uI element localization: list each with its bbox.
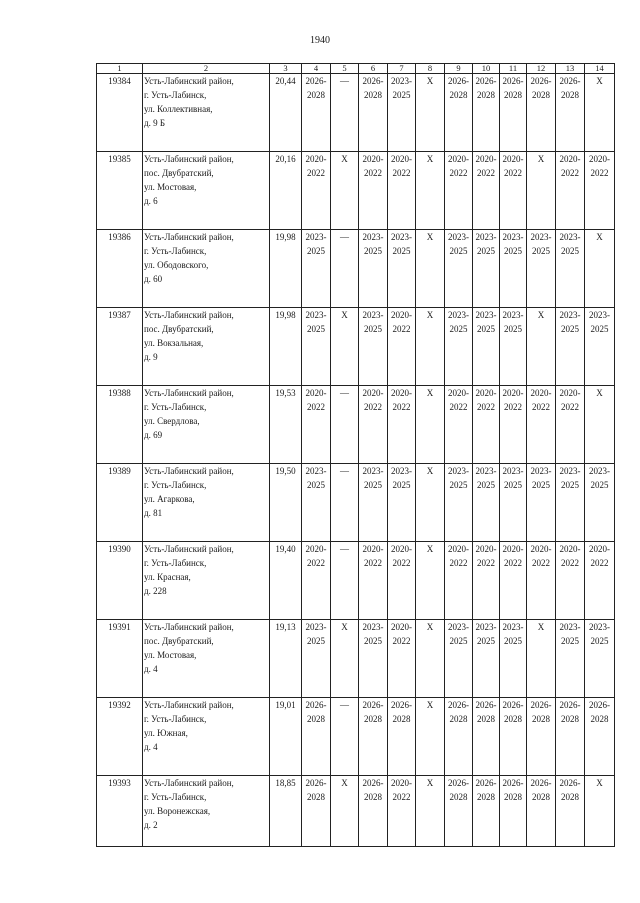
period-text: 2023- 2025 <box>305 232 327 256</box>
period-cell <box>500 308 527 386</box>
record-number: 19390 <box>97 542 143 620</box>
not-applicable-mark: Х <box>527 620 556 698</box>
period-cell <box>302 152 331 230</box>
period-cell <box>500 152 527 230</box>
period-text: 2023- 2025 <box>589 466 610 490</box>
address-line: Усть-Лабинский район, <box>144 778 234 788</box>
period-cell <box>556 776 585 847</box>
address-line: Усть-Лабинский район, <box>144 466 234 476</box>
address-line: д. 9 <box>144 352 158 362</box>
period-text: 2023- 2025 <box>502 622 524 646</box>
period-text: 2023- 2025 <box>448 466 469 490</box>
period-text: 2020- 2022 <box>475 544 497 568</box>
not-applicable-mark: Х <box>527 308 556 386</box>
period-text: 2026- 2028 <box>362 778 384 802</box>
period-text: 2026- 2028 <box>391 700 412 724</box>
table-row <box>97 74 615 152</box>
address-line: д. 81 <box>144 508 163 518</box>
address-line: г. Усть-Лабинск, <box>144 480 207 490</box>
area-value: 18,85 <box>270 776 302 847</box>
column-number-13: 13 <box>556 64 585 74</box>
period-text: 2020- 2022 <box>502 544 524 568</box>
period-cell <box>556 230 585 308</box>
period-text: 2026- 2028 <box>530 76 552 100</box>
period-text: 2020- 2022 <box>391 310 412 334</box>
period-cell <box>500 230 527 308</box>
period-text: 2023- 2025 <box>391 76 412 100</box>
address-line: ул. Вокзальная, <box>144 338 204 348</box>
record-number: 19387 <box>97 308 143 386</box>
address-cell <box>143 308 270 386</box>
not-applicable-mark: Х <box>331 620 359 698</box>
period-cell <box>473 698 500 776</box>
period-cell <box>473 776 500 847</box>
address-line: ул. Агаркова, <box>144 494 195 504</box>
not-applicable-mark: Х <box>416 74 445 152</box>
period-cell <box>585 464 615 542</box>
period-cell <box>500 776 527 847</box>
period-text: 2020- 2022 <box>391 154 412 178</box>
period-cell <box>302 620 331 698</box>
address-line: ул. Мостовая, <box>144 182 197 192</box>
address-line: Усть-Лабинский район, <box>144 232 234 242</box>
address-line: Усть-Лабинский район, <box>144 76 234 86</box>
period-cell <box>473 464 500 542</box>
period-text: 2026- 2028 <box>362 700 384 724</box>
period-text: 2023- 2025 <box>362 232 384 256</box>
period-text: 2026- 2028 <box>502 778 524 802</box>
period-text: 2023- 2025 <box>305 466 327 490</box>
address-cell <box>143 230 270 308</box>
table-row <box>97 464 615 542</box>
period-cell <box>556 386 585 464</box>
area-value: 19,53 <box>270 386 302 464</box>
column-number-2: 2 <box>143 64 270 74</box>
period-text: 2020- 2022 <box>391 388 412 412</box>
period-cell <box>302 698 331 776</box>
period-text: 2020- 2022 <box>475 388 497 412</box>
period-text: 2023- 2025 <box>362 466 384 490</box>
period-text: 2020- 2022 <box>502 388 524 412</box>
area-value: 19,98 <box>270 230 302 308</box>
period-cell <box>388 464 416 542</box>
column-number-1: 1 <box>97 64 143 74</box>
address-cell <box>143 698 270 776</box>
address-line: д. 4 <box>144 664 158 674</box>
period-text: 2023- 2025 <box>475 622 497 646</box>
period-cell <box>445 698 473 776</box>
record-number: 19389 <box>97 464 143 542</box>
column-number-5: 5 <box>331 64 359 74</box>
period-cell <box>585 152 615 230</box>
period-text: 2020- 2022 <box>391 622 412 646</box>
period-text: 2023- 2025 <box>559 466 581 490</box>
record-number: 19392 <box>97 698 143 776</box>
period-cell <box>527 230 556 308</box>
period-cell <box>388 542 416 620</box>
period-cell <box>445 74 473 152</box>
column-number-8: 8 <box>416 64 445 74</box>
not-applicable-mark: Х <box>416 308 445 386</box>
period-text: 2020- 2022 <box>362 544 384 568</box>
not-applicable-mark: Х <box>416 230 445 308</box>
period-text: 2020- 2022 <box>589 154 610 178</box>
record-number: 19391 <box>97 620 143 698</box>
not-applicable-mark: Х <box>527 152 556 230</box>
record-number: 19393 <box>97 776 143 847</box>
period-cell <box>359 620 388 698</box>
table-row <box>97 542 615 620</box>
period-cell <box>445 776 473 847</box>
table-row <box>97 698 615 776</box>
table-row <box>97 152 615 230</box>
address-line: ул. Свердлова, <box>144 416 200 426</box>
period-text: 2026- 2028 <box>559 700 581 724</box>
period-text: 2023- 2025 <box>530 466 552 490</box>
period-text: 2026- 2028 <box>502 76 524 100</box>
area-value: 19,01 <box>270 698 302 776</box>
column-number-9: 9 <box>445 64 473 74</box>
period-cell <box>359 776 388 847</box>
address-line: г. Усть-Лабинск, <box>144 792 207 802</box>
address-line: пос. Двубратский, <box>144 168 214 178</box>
period-text: 2023- 2025 <box>589 622 610 646</box>
not-applicable-mark: Х <box>585 74 615 152</box>
period-cell <box>445 464 473 542</box>
period-cell <box>388 230 416 308</box>
address-line: пос. Двубратский, <box>144 636 214 646</box>
column-number-14: 14 <box>585 64 615 74</box>
period-cell <box>500 542 527 620</box>
address-line: Усть-Лабинский район, <box>144 622 234 632</box>
period-text: 2020- 2022 <box>305 388 327 412</box>
period-cell <box>302 74 331 152</box>
period-cell <box>302 308 331 386</box>
not-applicable-mark: Х <box>416 464 445 542</box>
address-line: Усть-Лабинский район, <box>144 310 234 320</box>
period-cell <box>302 230 331 308</box>
period-text: 2020- 2022 <box>448 388 469 412</box>
address-line: г. Усть-Лабинск, <box>144 558 207 568</box>
period-text: 2023- 2025 <box>502 466 524 490</box>
table-body <box>97 64 615 847</box>
area-value: 19,40 <box>270 542 302 620</box>
period-text: 2020- 2022 <box>305 544 327 568</box>
period-text: 2023- 2025 <box>475 466 497 490</box>
address-cell <box>143 776 270 847</box>
address-line: Усть-Лабинский район, <box>144 154 234 164</box>
period-text: 2020- 2022 <box>391 544 412 568</box>
address-cell <box>143 542 270 620</box>
period-cell <box>388 698 416 776</box>
address-line: д. 69 <box>144 430 163 440</box>
address-line: пос. Двубратский, <box>144 324 214 334</box>
period-text: 2023- 2025 <box>559 232 581 256</box>
dash-mark: — <box>331 464 359 542</box>
period-cell <box>445 542 473 620</box>
period-cell <box>388 620 416 698</box>
period-cell <box>359 74 388 152</box>
record-number: 19386 <box>97 230 143 308</box>
period-cell <box>473 152 500 230</box>
not-applicable-mark: Х <box>416 698 445 776</box>
period-cell <box>359 542 388 620</box>
period-text: 2023- 2025 <box>362 310 384 334</box>
dash-mark: — <box>331 698 359 776</box>
period-text: 2026- 2028 <box>559 76 581 100</box>
period-text: 2023- 2025 <box>448 622 469 646</box>
address-line: ул. Коллективная, <box>144 104 213 114</box>
address-line: д. 60 <box>144 274 163 284</box>
period-text: 2026- 2028 <box>589 700 610 724</box>
period-cell <box>556 698 585 776</box>
period-cell <box>473 230 500 308</box>
period-text: 2023- 2025 <box>559 622 581 646</box>
period-cell <box>473 386 500 464</box>
address-cell <box>143 74 270 152</box>
period-cell <box>359 308 388 386</box>
not-applicable-mark: Х <box>416 542 445 620</box>
not-applicable-mark: Х <box>585 386 615 464</box>
period-text: 2020- 2022 <box>530 388 552 412</box>
address-line: г. Усть-Лабинск, <box>144 714 207 724</box>
period-cell <box>527 776 556 847</box>
period-cell <box>445 386 473 464</box>
column-number-12: 12 <box>527 64 556 74</box>
period-text: 2026- 2028 <box>362 76 384 100</box>
period-cell <box>445 308 473 386</box>
column-number-11: 11 <box>500 64 527 74</box>
period-cell <box>302 542 331 620</box>
period-cell <box>473 620 500 698</box>
period-text: 2020- 2022 <box>530 544 552 568</box>
period-text: 2023- 2025 <box>530 232 552 256</box>
period-text: 2020- 2022 <box>559 544 581 568</box>
period-text: 2023- 2025 <box>391 466 412 490</box>
table-row <box>97 776 615 847</box>
record-number: 19385 <box>97 152 143 230</box>
period-text: 2026- 2028 <box>530 778 552 802</box>
not-applicable-mark: Х <box>585 776 615 847</box>
address-line: г. Усть-Лабинск, <box>144 90 207 100</box>
period-text: 2020- 2022 <box>305 154 327 178</box>
address-line: г. Усть-Лабинск, <box>144 246 207 256</box>
period-text: 2020- 2022 <box>391 778 412 802</box>
column-number-row <box>97 64 615 74</box>
period-cell <box>585 698 615 776</box>
period-cell <box>473 542 500 620</box>
period-text: 2026- 2028 <box>448 76 469 100</box>
period-cell <box>302 464 331 542</box>
address-cell <box>143 152 270 230</box>
address-line: д. 4 <box>144 742 158 752</box>
period-text: 2023- 2025 <box>448 232 469 256</box>
period-cell <box>500 464 527 542</box>
period-cell <box>527 386 556 464</box>
period-text: 2020- 2022 <box>559 154 581 178</box>
address-line: д. 6 <box>144 196 158 206</box>
period-cell <box>302 386 331 464</box>
dash-mark: — <box>331 74 359 152</box>
period-cell <box>556 152 585 230</box>
not-applicable-mark: Х <box>585 230 615 308</box>
page-number: 1940 <box>310 35 330 46</box>
area-value: 19,98 <box>270 308 302 386</box>
area-value: 19,13 <box>270 620 302 698</box>
period-text: 2026- 2028 <box>475 700 497 724</box>
column-number-3: 3 <box>270 64 302 74</box>
not-applicable-mark: Х <box>331 776 359 847</box>
period-text: 2023- 2025 <box>448 310 469 334</box>
period-cell <box>359 464 388 542</box>
period-text: 2023- 2025 <box>502 310 524 334</box>
period-text: 2023- 2025 <box>475 310 497 334</box>
period-text: 2026- 2028 <box>475 778 497 802</box>
period-text: 2020- 2022 <box>559 388 581 412</box>
period-text: 2023- 2025 <box>589 310 610 334</box>
table-row <box>97 308 615 386</box>
period-cell <box>445 620 473 698</box>
not-applicable-mark: Х <box>416 620 445 698</box>
period-cell <box>556 308 585 386</box>
period-cell <box>302 776 331 847</box>
address-line: ул. Мостовая, <box>144 650 197 660</box>
period-cell <box>388 386 416 464</box>
period-text: 2023- 2025 <box>362 622 384 646</box>
period-text: 2023- 2025 <box>305 622 327 646</box>
dash-mark: — <box>331 542 359 620</box>
area-value: 20,44 <box>270 74 302 152</box>
area-value: 20,16 <box>270 152 302 230</box>
period-text: 2020- 2022 <box>589 544 610 568</box>
area-value: 19,50 <box>270 464 302 542</box>
not-applicable-mark: Х <box>331 152 359 230</box>
period-cell <box>585 620 615 698</box>
address-line: Усть-Лабинский район, <box>144 388 234 398</box>
dash-mark: — <box>331 386 359 464</box>
period-cell <box>500 386 527 464</box>
period-text: 2026- 2028 <box>305 700 327 724</box>
period-text: 2026- 2028 <box>305 778 327 802</box>
address-line: ул. Южная, <box>144 728 188 738</box>
housing-register-table <box>96 63 615 847</box>
period-text: 2020- 2022 <box>362 388 384 412</box>
period-cell <box>388 308 416 386</box>
period-cell <box>388 776 416 847</box>
address-line: Усть-Лабинский район, <box>144 700 234 710</box>
dash-mark: — <box>331 230 359 308</box>
column-number-10: 10 <box>473 64 500 74</box>
period-cell <box>556 74 585 152</box>
table-row <box>97 386 615 464</box>
period-text: 2026- 2028 <box>448 778 469 802</box>
address-line: ул. Красная, <box>144 572 191 582</box>
period-cell <box>388 74 416 152</box>
period-cell <box>473 308 500 386</box>
address-line: д. 2 <box>144 820 158 830</box>
column-number-6: 6 <box>359 64 388 74</box>
period-cell <box>359 698 388 776</box>
period-cell <box>527 542 556 620</box>
period-cell <box>585 542 615 620</box>
period-cell <box>527 698 556 776</box>
period-cell <box>556 620 585 698</box>
period-cell <box>527 74 556 152</box>
period-cell <box>556 542 585 620</box>
period-cell <box>445 152 473 230</box>
period-text: 2023- 2025 <box>559 310 581 334</box>
period-text: 2020- 2022 <box>362 154 384 178</box>
record-number: 19384 <box>97 74 143 152</box>
record-number: 19388 <box>97 386 143 464</box>
not-applicable-mark: Х <box>416 386 445 464</box>
period-cell <box>500 74 527 152</box>
period-cell <box>388 152 416 230</box>
column-number-7: 7 <box>388 64 416 74</box>
period-text: 2026- 2028 <box>530 700 552 724</box>
period-text: 2020- 2022 <box>448 154 469 178</box>
address-line: д. 9 Б <box>144 118 165 128</box>
period-cell <box>556 464 585 542</box>
period-text: 2020- 2022 <box>448 544 469 568</box>
period-cell <box>500 620 527 698</box>
address-line: ул. Ободовского, <box>144 260 209 270</box>
address-cell <box>143 620 270 698</box>
period-cell <box>527 464 556 542</box>
period-cell <box>359 386 388 464</box>
not-applicable-mark: Х <box>416 152 445 230</box>
address-line: Усть-Лабинский район, <box>144 544 234 554</box>
period-text: 2020- 2022 <box>502 154 524 178</box>
period-cell <box>500 698 527 776</box>
table-row <box>97 230 615 308</box>
period-text: 2026- 2028 <box>475 76 497 100</box>
table-row <box>97 620 615 698</box>
period-text: 2023- 2025 <box>475 232 497 256</box>
period-cell <box>585 308 615 386</box>
period-cell <box>359 152 388 230</box>
not-applicable-mark: Х <box>416 776 445 847</box>
period-cell <box>445 230 473 308</box>
period-cell <box>359 230 388 308</box>
not-applicable-mark: Х <box>331 308 359 386</box>
period-text: 2020- 2022 <box>475 154 497 178</box>
address-line: ул. Воронежская, <box>144 806 211 816</box>
address-line: г. Усть-Лабинск, <box>144 402 207 412</box>
period-text: 2026- 2028 <box>305 76 327 100</box>
period-text: 2023- 2025 <box>305 310 327 334</box>
period-text: 2026- 2028 <box>559 778 581 802</box>
address-cell <box>143 464 270 542</box>
period-text: 2026- 2028 <box>502 700 524 724</box>
period-text: 2023- 2025 <box>391 232 412 256</box>
period-cell <box>473 74 500 152</box>
column-number-4: 4 <box>302 64 331 74</box>
period-text: 2026- 2028 <box>448 700 469 724</box>
period-text: 2023- 2025 <box>502 232 524 256</box>
address-cell <box>143 386 270 464</box>
address-line: д. 228 <box>144 586 167 596</box>
